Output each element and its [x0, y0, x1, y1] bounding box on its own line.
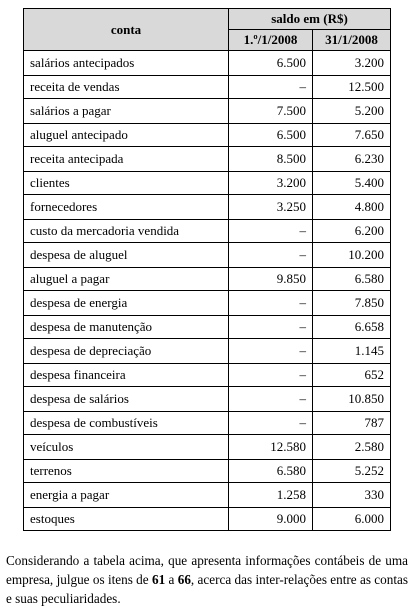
table-row	[24, 459, 391, 483]
account-cell: aluguel antecipado	[24, 123, 229, 147]
table-row	[24, 507, 391, 531]
account-cell: energia a pagar	[24, 483, 229, 508]
balance-2008-01-01-cell: –	[229, 291, 313, 316]
balance-2008-01-01-cell: 1.258	[229, 483, 313, 508]
balance-2008-01-31-cell: 787	[313, 411, 391, 435]
table-row	[24, 243, 391, 268]
table-row	[24, 291, 391, 316]
balance-2008-01-31-cell: 330	[313, 483, 391, 508]
balance-2008-01-31-cell: 12.500	[313, 75, 391, 99]
account-cell: receita de vendas	[24, 75, 229, 99]
table-row	[24, 363, 391, 387]
caption-item-to: 66	[177, 572, 191, 588]
table-row	[24, 339, 391, 364]
balance-2008-01-31-cell: 6.200	[313, 219, 391, 243]
balance-2008-01-31-cell: 7.650	[313, 123, 391, 147]
balance-2008-01-01-cell: –	[229, 243, 313, 268]
balance-2008-01-01-cell: 6.500	[229, 123, 313, 147]
balance-2008-01-01-cell: –	[229, 363, 313, 387]
balance-2008-01-31-cell: 652	[313, 363, 391, 387]
balance-2008-01-31-cell: 7.850	[313, 291, 391, 316]
date1-column-header: 1.º/1/2008	[229, 30, 313, 51]
balance-2008-01-01-cell: 9.850	[229, 267, 313, 291]
balance-group-header: saldo em (R$)	[229, 9, 391, 30]
account-cell: despesa de salários	[24, 387, 229, 412]
balance-2008-01-01-cell: 7.500	[229, 99, 313, 124]
table-row	[24, 51, 391, 76]
caption-text-3: , acerca das inter-relações entre as contas e suas peculiaridades.	[6, 572, 408, 607]
account-cell: clientes	[24, 171, 229, 195]
balance-2008-01-01-cell: –	[229, 387, 313, 412]
account-cell: despesa de aluguel	[24, 243, 229, 268]
balance-2008-01-31-cell: 3.200	[313, 51, 391, 76]
table-row	[24, 435, 391, 460]
account-cell: estoques	[24, 507, 229, 531]
balance-2008-01-01-cell: 6.580	[229, 459, 313, 483]
account-cell: receita antecipada	[24, 147, 229, 172]
balance-2008-01-01-cell: 3.200	[229, 171, 313, 195]
table-row	[24, 147, 391, 172]
caption-text-2: a	[165, 572, 178, 588]
table-row	[24, 75, 391, 99]
table-row	[24, 195, 391, 220]
account-cell: terrenos	[24, 459, 229, 483]
balance-2008-01-31-cell: 1.145	[313, 339, 391, 364]
table-row	[24, 315, 391, 339]
table-body	[24, 51, 391, 531]
balance-2008-01-31-cell: 6.000	[313, 507, 391, 531]
account-cell: salários a pagar	[24, 99, 229, 124]
account-cell: despesa de manutenção	[24, 315, 229, 339]
balance-2008-01-01-cell: –	[229, 315, 313, 339]
balance-2008-01-01-cell: –	[229, 411, 313, 435]
table-row	[24, 99, 391, 124]
account-cell: despesa financeira	[24, 363, 229, 387]
account-cell: despesa de depreciação	[24, 339, 229, 364]
account-cell: fornecedores	[24, 195, 229, 220]
account-cell: aluguel a pagar	[24, 267, 229, 291]
balance-2008-01-01-cell: 6.500	[229, 51, 313, 76]
balance-2008-01-31-cell: 2.580	[313, 435, 391, 460]
account-cell: veículos	[24, 435, 229, 460]
date2-column-header: 31/1/2008	[313, 30, 391, 51]
table-header	[24, 9, 391, 51]
balance-2008-01-31-cell: 10.200	[313, 243, 391, 268]
balance-2008-01-01-cell: 8.500	[229, 147, 313, 172]
balance-2008-01-01-cell: –	[229, 339, 313, 364]
account-column-header: conta	[24, 9, 229, 51]
balance-2008-01-31-cell: 5.400	[313, 171, 391, 195]
table-row	[24, 483, 391, 508]
table-row	[24, 411, 391, 435]
table-row	[24, 123, 391, 147]
caption-text-1: Considerando a tabela acima, que apresenta informações contábeis de uma empresa, julgue os itens de	[6, 553, 408, 588]
balance-2008-01-31-cell: 6.658	[313, 315, 391, 339]
account-cell: salários antecipados	[24, 51, 229, 76]
account-cell: despesa de combustíveis	[24, 411, 229, 435]
table-row	[24, 267, 391, 291]
table-row	[24, 387, 391, 412]
balance-2008-01-31-cell: 4.800	[313, 195, 391, 220]
balance-2008-01-31-cell: 5.200	[313, 99, 391, 124]
balance-2008-01-31-cell: 5.252	[313, 459, 391, 483]
balance-2008-01-01-cell: –	[229, 219, 313, 243]
question-caption	[6, 551, 408, 608]
balance-2008-01-01-cell: 9.000	[229, 507, 313, 531]
balance-2008-01-01-cell: 12.580	[229, 435, 313, 460]
balance-2008-01-01-cell: –	[229, 75, 313, 99]
balance-2008-01-31-cell: 6.230	[313, 147, 391, 172]
balance-2008-01-31-cell: 10.850	[313, 387, 391, 412]
caption-item-from: 61	[151, 572, 166, 588]
table-row	[24, 219, 391, 243]
balance-2008-01-01-cell: 3.250	[229, 195, 313, 220]
account-cell: custo da mercadoria vendida	[24, 219, 229, 243]
accounts-table	[23, 8, 391, 531]
balance-2008-01-31-cell: 6.580	[313, 267, 391, 291]
table-row	[24, 171, 391, 195]
account-cell: despesa de energia	[24, 291, 229, 316]
